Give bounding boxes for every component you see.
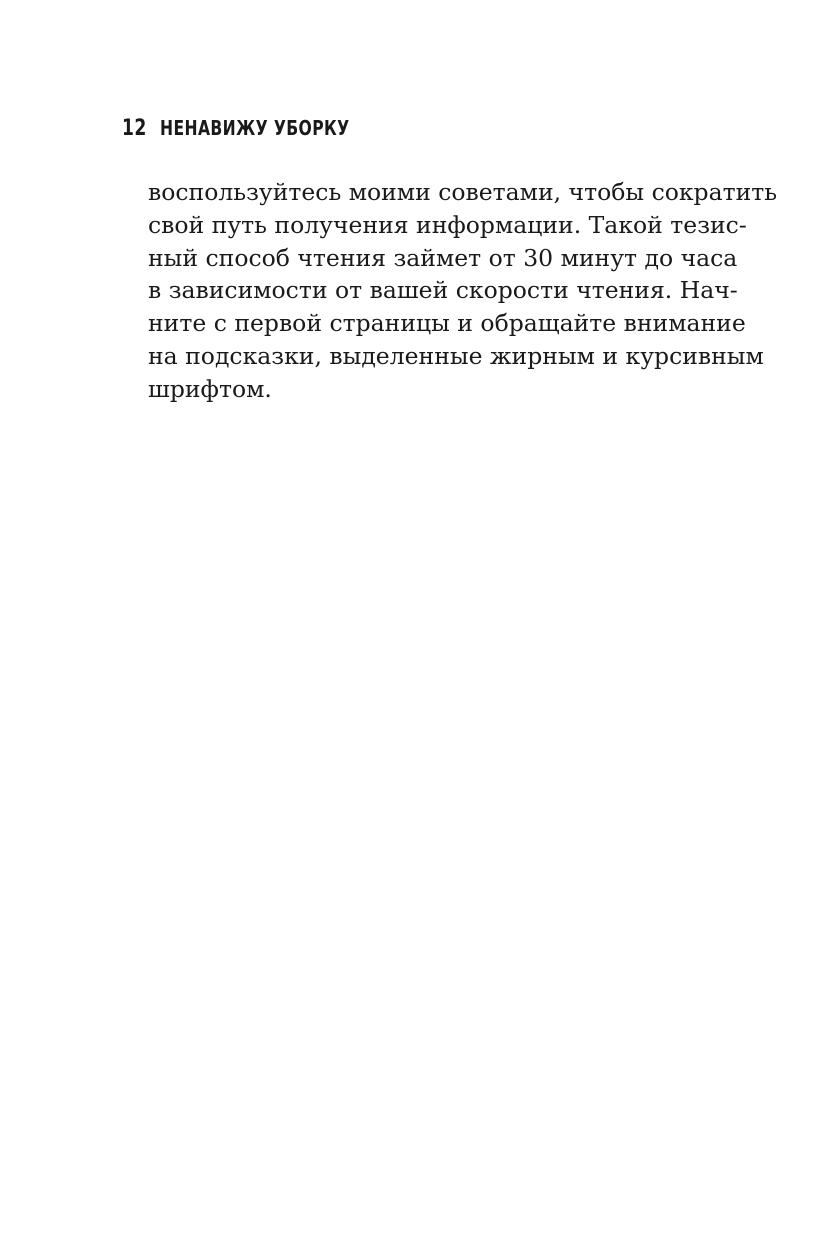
text-line: на подсказки, выделенные жирным и курсивным (148, 341, 764, 370)
body-paragraph (148, 176, 778, 406)
text-line: шрифтом. (148, 374, 272, 403)
book-title: НЕНАВИЖУ УБОРКУ (160, 116, 350, 140)
text-line: ните с первой страницы и обращайте внимание (148, 309, 746, 338)
text-line: ный способ чтения займет от 30 минут до часа (148, 243, 738, 272)
text-line: в зависимости от вашей скорости чтения. Нач- (148, 276, 738, 305)
page-number: 12 (122, 116, 147, 141)
running-head (122, 116, 403, 146)
text-line: воспользуйтесь моими советами, чтобы сократить (148, 178, 778, 206)
text-line: свой путь получения информации. Такой тезис- (148, 210, 747, 239)
